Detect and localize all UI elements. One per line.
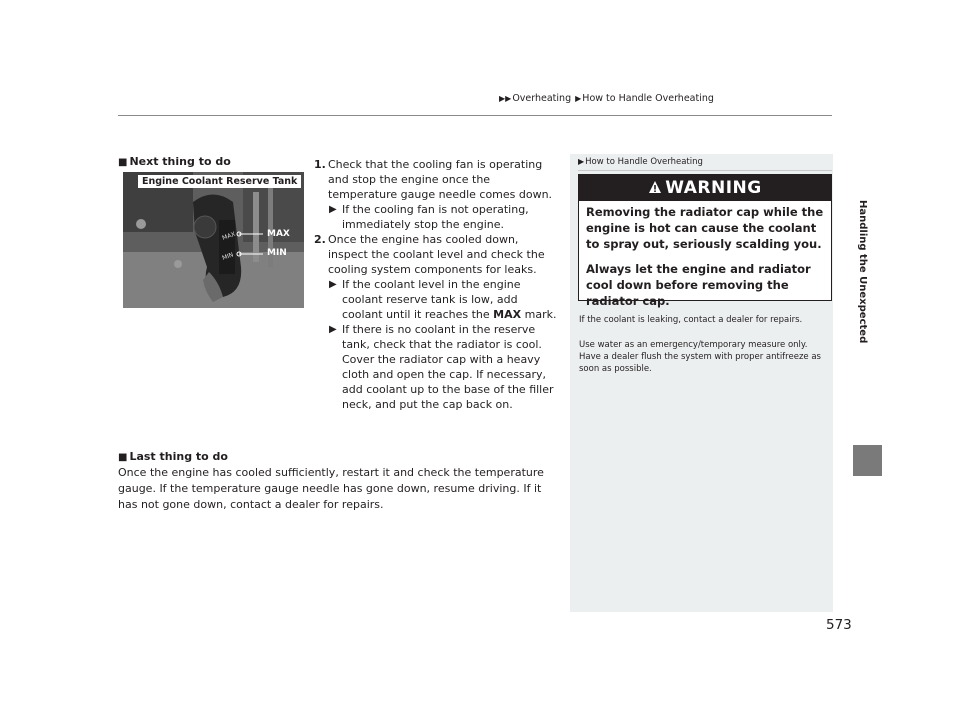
step-2	[314, 232, 558, 277]
side-tab-marker	[853, 445, 882, 476]
step-number: 1.	[314, 158, 326, 171]
note-heading-text: How to Handle Overheating	[585, 157, 703, 167]
warning-title-text: WARNING	[665, 178, 762, 198]
section-title-last-text: Last thing to do	[129, 450, 228, 463]
photo-caption: Engine Coolant Reserve Tank	[138, 175, 301, 188]
tank-max-mark: MAX	[221, 230, 237, 242]
breadcrumb-item-overheating: Overheating	[512, 93, 572, 104]
step-text: Check that the cooling fan is operating and stop the engine once the temperature gauge needle comes down.	[328, 158, 553, 201]
step-2-substep-1	[314, 277, 558, 322]
note-reference-icon: ▶	[578, 157, 585, 166]
breadcrumb-arrow-icon: ▶▶	[499, 94, 512, 103]
section-title-next	[118, 155, 231, 168]
note-divider	[578, 170, 832, 171]
substep-arrow-icon: ▶	[329, 324, 337, 335]
step-1-substep-1	[314, 202, 558, 232]
substep-arrow-icon: ▶	[329, 279, 337, 290]
step-1	[314, 157, 558, 202]
coolant-tank-photo	[123, 172, 304, 308]
breadcrumb	[498, 93, 714, 104]
step-list	[314, 157, 558, 412]
note-text-1: If the coolant is leaking, contact a dealer for repairs.	[579, 315, 803, 325]
substep-arrow-icon: ▶	[329, 204, 337, 215]
substep-text-max: MAX	[493, 308, 522, 321]
warning-triangle-icon	[648, 180, 662, 194]
section-title-next-text: Next thing to do	[129, 155, 231, 168]
photo-label-min: MIN	[267, 248, 287, 258]
warning-title	[579, 175, 831, 201]
substep-text-after: mark.	[521, 308, 557, 321]
section-title-last	[118, 450, 228, 463]
step-text: Once the engine has cooled down, inspect the coolant level and check the cooling system components for leaks.	[328, 233, 545, 276]
engine-bay-illustration	[123, 172, 304, 308]
breadcrumb-item-how-to-handle: How to Handle Overheating	[582, 93, 714, 104]
header-divider	[118, 115, 832, 116]
side-tab-label: Handling the Unexpected	[857, 200, 868, 344]
step-number: 2.	[314, 233, 326, 246]
warning-text-1: Removing the radiator cap while the engine is hot can cause the coolant to spray out, seriously scalding you.	[586, 205, 824, 251]
tank-min-mark: MIN	[221, 251, 235, 262]
photo-label-max: MAX	[267, 229, 290, 239]
breadcrumb-arrow-icon: ▶	[575, 94, 582, 103]
substep-text: If the cooling fan is not operating, immediately stop the engine.	[342, 203, 529, 231]
warning-text-2: Always let the engine and radiator cool down before removing the radiator cap.	[586, 262, 811, 308]
page-number: 573	[826, 617, 852, 633]
substep-text: If there is no coolant in the reserve tank, check that the radiator is cool. Cover the radiator cap with a heavy cloth and open the cap. If necessary, add coolant up to the base of the filler neck, and put the cap back on.	[342, 323, 554, 411]
section-square-icon: ■	[118, 157, 128, 168]
substep-text-before: If the coolant level in the engine coolant reserve tank is low, add coolant until it reaches the	[342, 278, 521, 321]
section-square-icon: ■	[118, 452, 128, 463]
note-heading	[578, 157, 703, 167]
last-section-body: Once the engine has cooled sufficiently, restart it and check the temperature gauge. If the temperature gauge needle has gone down, resume driving. If it has not gone down, contact a dealer for repairs.	[118, 466, 544, 511]
step-2-substep-2	[314, 322, 558, 412]
note-text-2: Use water as an emergency/temporary measure only. Have a dealer flush the system with proper antifreeze as soon as possible.	[579, 340, 821, 374]
